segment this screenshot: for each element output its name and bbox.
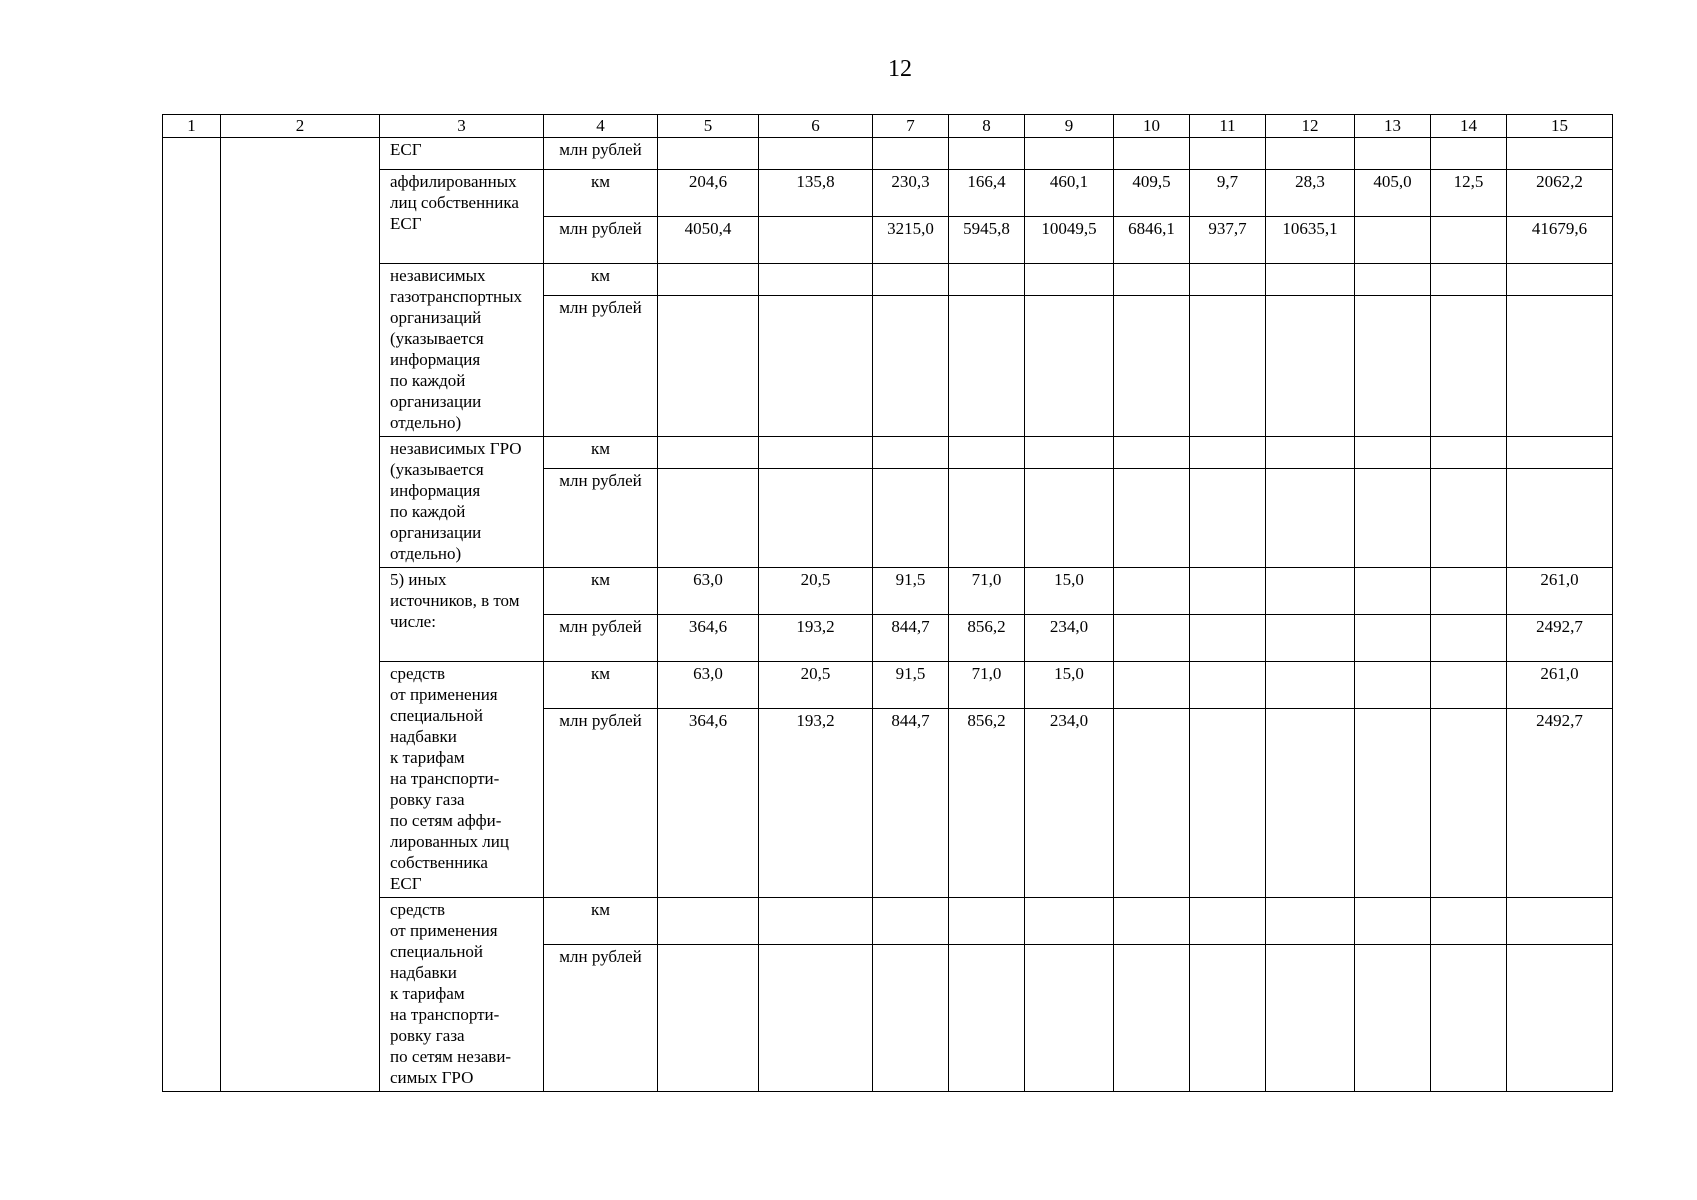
value-cell xyxy=(658,437,759,469)
header-row xyxy=(163,115,1613,138)
value-cell xyxy=(1507,264,1613,296)
unit-cell: км xyxy=(544,898,658,945)
row-description: аффилированных лиц собственника ЕСГ xyxy=(380,170,544,264)
value-cell xyxy=(1266,615,1355,662)
column-header: 3 xyxy=(380,115,544,138)
value-cell: 261,0 xyxy=(1507,662,1613,709)
value-cell xyxy=(759,437,873,469)
value-cell xyxy=(873,264,949,296)
unit-cell: км xyxy=(544,437,658,469)
value-cell xyxy=(1355,437,1431,469)
unit-cell: км xyxy=(544,662,658,709)
value-cell: 5945,8 xyxy=(949,217,1025,264)
value-cell xyxy=(759,217,873,264)
value-cell xyxy=(1025,437,1114,469)
value-cell: 6846,1 xyxy=(1114,217,1190,264)
value-cell xyxy=(873,945,949,1092)
value-cell xyxy=(1025,296,1114,437)
value-cell xyxy=(1355,898,1431,945)
value-cell: 364,6 xyxy=(658,615,759,662)
value-cell xyxy=(1355,217,1431,264)
value-cell xyxy=(1431,898,1507,945)
value-cell: 2492,7 xyxy=(1507,709,1613,898)
value-cell: 364,6 xyxy=(658,709,759,898)
value-cell: 844,7 xyxy=(873,709,949,898)
value-cell xyxy=(759,898,873,945)
value-cell xyxy=(1190,469,1266,568)
column-header: 8 xyxy=(949,115,1025,138)
value-cell xyxy=(658,264,759,296)
value-cell: 41679,6 xyxy=(1507,217,1613,264)
value-cell xyxy=(1025,945,1114,1092)
value-cell xyxy=(1431,138,1507,170)
value-cell: 12,5 xyxy=(1431,170,1507,217)
value-cell xyxy=(1114,264,1190,296)
value-cell xyxy=(1507,138,1613,170)
value-cell xyxy=(1114,437,1190,469)
value-cell: 91,5 xyxy=(873,568,949,615)
column-header: 4 xyxy=(544,115,658,138)
value-cell: 230,3 xyxy=(873,170,949,217)
value-cell: 234,0 xyxy=(1025,615,1114,662)
value-cell xyxy=(1355,945,1431,1092)
value-cell: 409,5 xyxy=(1114,170,1190,217)
value-cell xyxy=(759,945,873,1092)
value-cell xyxy=(1431,296,1507,437)
row-description: ЕСГ xyxy=(380,138,544,170)
value-cell xyxy=(1431,568,1507,615)
value-cell xyxy=(1355,709,1431,898)
value-cell xyxy=(1355,138,1431,170)
value-cell xyxy=(1266,469,1355,568)
value-cell xyxy=(1190,662,1266,709)
value-cell: 28,3 xyxy=(1266,170,1355,217)
row-description: средств от применения специальной надбавки к тарифам на транспорти- ровку газа по сетям незави- симых ГРО xyxy=(380,898,544,1092)
value-cell: 2062,2 xyxy=(1507,170,1613,217)
value-cell: 2492,7 xyxy=(1507,615,1613,662)
row-description: независимых газотранспортных организаций (указывается информация по каждой организации отдельно) xyxy=(380,264,544,437)
value-cell xyxy=(1355,296,1431,437)
unit-cell: млн рублей xyxy=(544,945,658,1092)
value-cell xyxy=(1431,469,1507,568)
value-cell: 937,7 xyxy=(1190,217,1266,264)
value-cell: 405,0 xyxy=(1355,170,1431,217)
value-cell xyxy=(1190,709,1266,898)
column-header: 5 xyxy=(658,115,759,138)
table-row xyxy=(163,138,1613,170)
value-cell xyxy=(1507,296,1613,437)
value-cell xyxy=(1190,138,1266,170)
value-cell xyxy=(873,138,949,170)
value-cell xyxy=(873,437,949,469)
value-cell xyxy=(759,264,873,296)
value-cell xyxy=(1355,264,1431,296)
value-cell: 261,0 xyxy=(1507,568,1613,615)
value-cell xyxy=(759,138,873,170)
value-cell: 20,5 xyxy=(759,662,873,709)
value-cell: 844,7 xyxy=(873,615,949,662)
value-cell xyxy=(658,296,759,437)
value-cell xyxy=(949,264,1025,296)
value-cell xyxy=(949,296,1025,437)
value-cell xyxy=(658,469,759,568)
value-cell xyxy=(1190,945,1266,1092)
value-cell xyxy=(1114,296,1190,437)
value-cell xyxy=(1431,217,1507,264)
value-cell xyxy=(1114,138,1190,170)
value-cell: 9,7 xyxy=(1190,170,1266,217)
unit-cell: млн рублей xyxy=(544,615,658,662)
value-cell xyxy=(873,469,949,568)
value-cell: 193,2 xyxy=(759,615,873,662)
value-cell xyxy=(949,437,1025,469)
value-cell xyxy=(1025,898,1114,945)
value-cell xyxy=(1114,945,1190,1092)
column-header: 10 xyxy=(1114,115,1190,138)
unit-cell: км xyxy=(544,568,658,615)
value-cell xyxy=(1266,296,1355,437)
data-table xyxy=(162,114,1613,1092)
value-cell xyxy=(873,296,949,437)
value-cell xyxy=(1507,469,1613,568)
row-description: независимых ГРО (указывается информация по каждой организации отдельно) xyxy=(380,437,544,568)
value-cell xyxy=(1025,138,1114,170)
value-cell xyxy=(1114,568,1190,615)
row-description: средств от применения специальной надбавки к тарифам на транспорти- ровку газа по сетям аффи- лированных лиц собственника ЕСГ xyxy=(380,662,544,898)
value-cell xyxy=(1114,469,1190,568)
value-cell: 193,2 xyxy=(759,709,873,898)
unit-cell: км xyxy=(544,264,658,296)
value-cell xyxy=(1355,568,1431,615)
value-cell xyxy=(1114,615,1190,662)
column-header: 12 xyxy=(1266,115,1355,138)
table-row xyxy=(163,662,1613,709)
value-cell xyxy=(1025,469,1114,568)
value-cell xyxy=(1355,615,1431,662)
unit-cell: млн рублей xyxy=(544,469,658,568)
value-cell xyxy=(1507,898,1613,945)
value-cell xyxy=(1266,568,1355,615)
value-cell: 234,0 xyxy=(1025,709,1114,898)
value-cell xyxy=(949,138,1025,170)
unit-cell: млн рублей xyxy=(544,296,658,437)
value-cell xyxy=(873,898,949,945)
value-cell: 460,1 xyxy=(1025,170,1114,217)
table-row xyxy=(163,170,1613,217)
value-cell xyxy=(1431,662,1507,709)
table-row xyxy=(163,437,1613,469)
value-cell: 135,8 xyxy=(759,170,873,217)
value-cell xyxy=(1025,264,1114,296)
value-cell xyxy=(1190,898,1266,945)
value-cell: 166,4 xyxy=(949,170,1025,217)
column-header: 14 xyxy=(1431,115,1507,138)
value-cell: 63,0 xyxy=(658,662,759,709)
value-cell: 3215,0 xyxy=(873,217,949,264)
column-header: 11 xyxy=(1190,115,1266,138)
column-header: 2 xyxy=(221,115,380,138)
column-header: 13 xyxy=(1355,115,1431,138)
value-cell: 4050,4 xyxy=(658,217,759,264)
table-row xyxy=(163,264,1613,296)
column-header: 6 xyxy=(759,115,873,138)
value-cell: 856,2 xyxy=(949,709,1025,898)
table-row xyxy=(163,568,1613,615)
value-cell xyxy=(1114,709,1190,898)
value-cell xyxy=(1431,437,1507,469)
value-cell xyxy=(1266,138,1355,170)
column-header: 1 xyxy=(163,115,221,138)
value-cell xyxy=(1190,437,1266,469)
value-cell xyxy=(1266,898,1355,945)
value-cell: 20,5 xyxy=(759,568,873,615)
value-cell xyxy=(1266,264,1355,296)
value-cell xyxy=(759,469,873,568)
value-cell xyxy=(1355,469,1431,568)
value-cell xyxy=(949,945,1025,1092)
value-cell xyxy=(1266,662,1355,709)
value-cell xyxy=(658,945,759,1092)
value-cell xyxy=(1190,296,1266,437)
value-cell xyxy=(1190,615,1266,662)
value-cell: 71,0 xyxy=(949,662,1025,709)
col1-cell xyxy=(163,138,221,1092)
unit-cell: км xyxy=(544,170,658,217)
value-cell xyxy=(949,469,1025,568)
value-cell xyxy=(1507,945,1613,1092)
value-cell xyxy=(1266,709,1355,898)
value-cell xyxy=(1355,662,1431,709)
value-cell xyxy=(1266,437,1355,469)
value-cell xyxy=(658,138,759,170)
value-cell xyxy=(1507,437,1613,469)
value-cell: 63,0 xyxy=(658,568,759,615)
col2-cell xyxy=(221,138,380,1092)
value-cell xyxy=(1266,945,1355,1092)
value-cell xyxy=(1114,662,1190,709)
unit-cell: млн рублей xyxy=(544,138,658,170)
value-cell xyxy=(1431,945,1507,1092)
value-cell: 15,0 xyxy=(1025,568,1114,615)
value-cell xyxy=(1431,264,1507,296)
value-cell: 91,5 xyxy=(873,662,949,709)
row-description: 5) иных источников, в том числе: xyxy=(380,568,544,662)
table-row xyxy=(163,898,1613,945)
unit-cell: млн рублей xyxy=(544,709,658,898)
value-cell: 10635,1 xyxy=(1266,217,1355,264)
column-header: 15 xyxy=(1507,115,1613,138)
unit-cell: млн рублей xyxy=(544,217,658,264)
value-cell: 204,6 xyxy=(658,170,759,217)
value-cell xyxy=(1190,264,1266,296)
column-header: 7 xyxy=(873,115,949,138)
value-cell: 15,0 xyxy=(1025,662,1114,709)
value-cell xyxy=(1114,898,1190,945)
value-cell: 10049,5 xyxy=(1025,217,1114,264)
value-cell xyxy=(949,898,1025,945)
value-cell: 856,2 xyxy=(949,615,1025,662)
value-cell xyxy=(1431,709,1507,898)
value-cell xyxy=(759,296,873,437)
page-number: 12 xyxy=(888,56,912,82)
value-cell xyxy=(1190,568,1266,615)
value-cell: 71,0 xyxy=(949,568,1025,615)
column-header: 9 xyxy=(1025,115,1114,138)
value-cell xyxy=(1431,615,1507,662)
value-cell xyxy=(658,898,759,945)
